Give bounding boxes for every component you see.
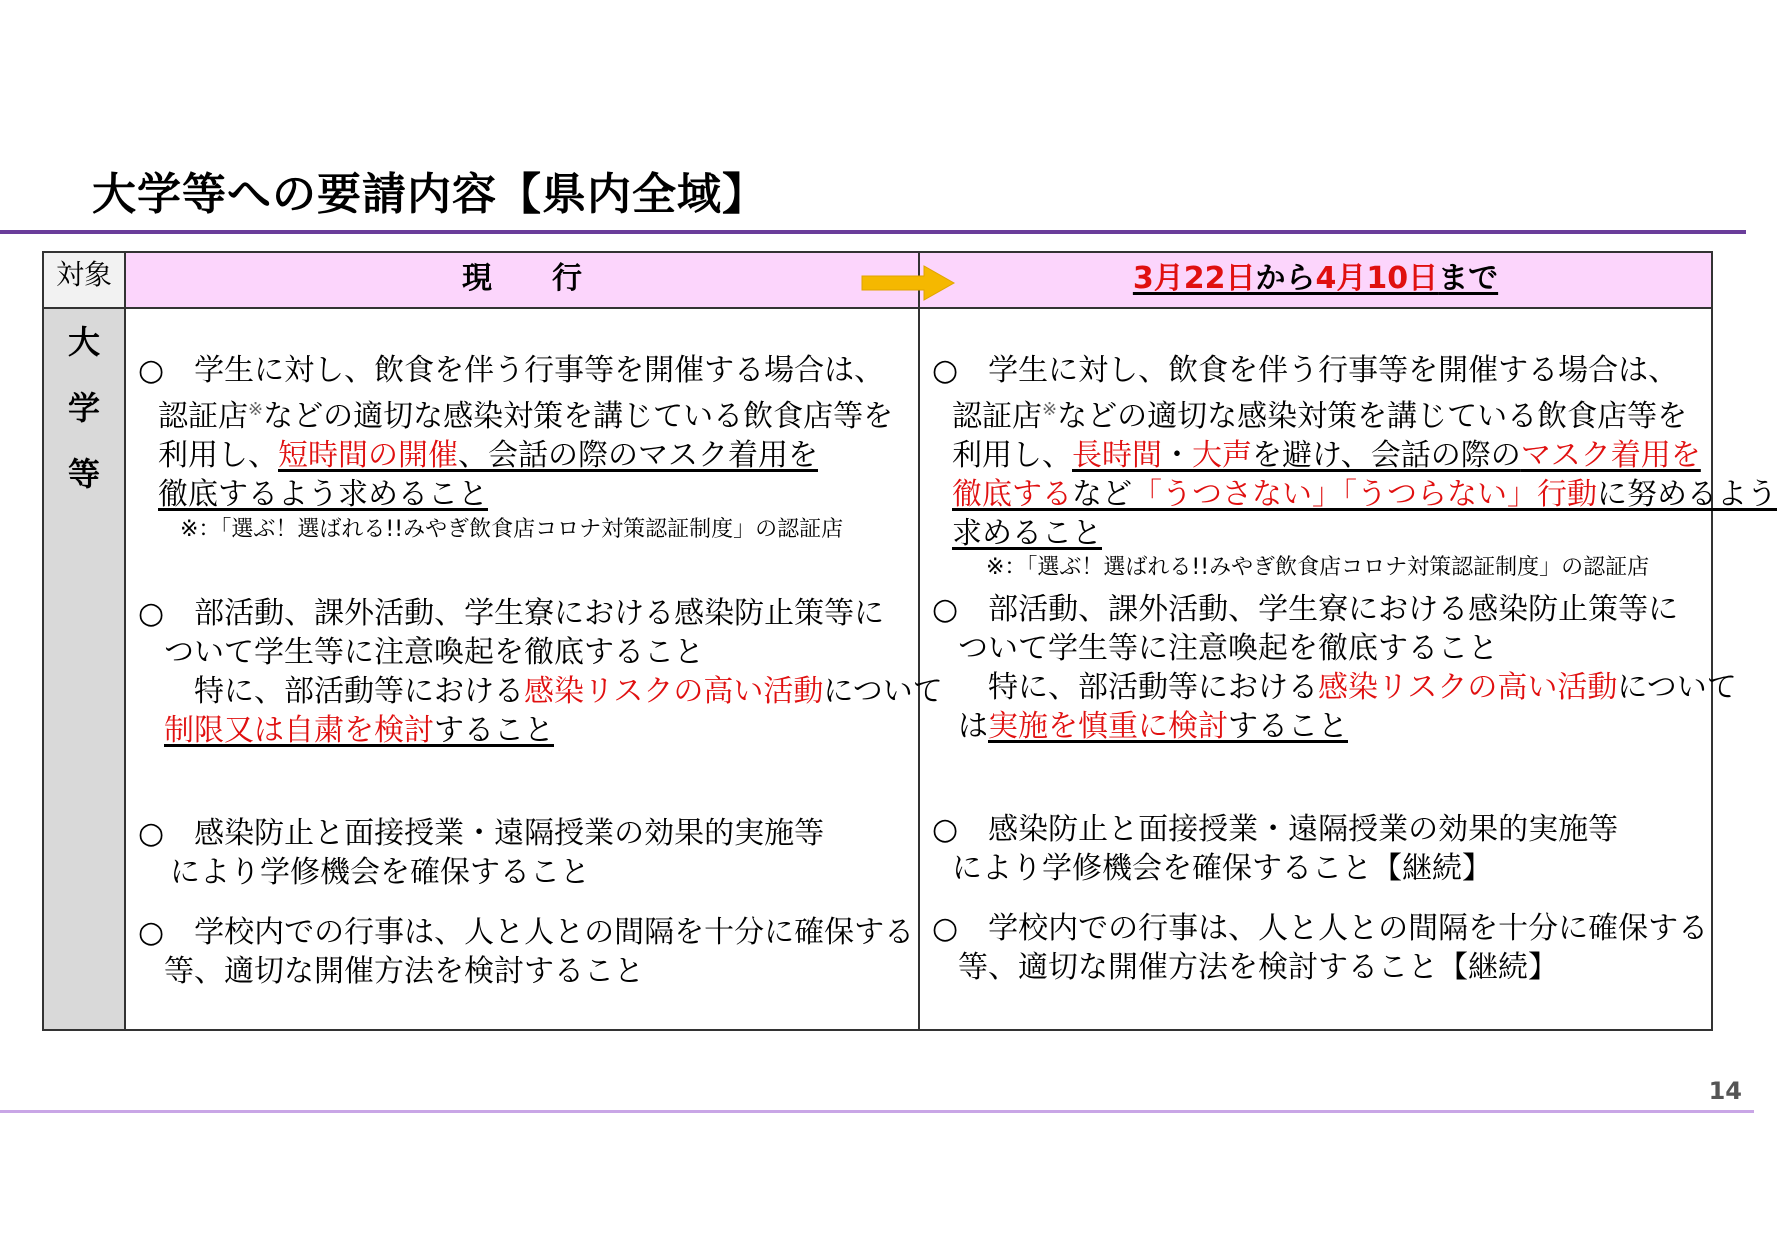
new-item-3: [932, 810, 1711, 888]
text-line: により学修機会を確保すること【継続】: [952, 851, 1492, 886]
new-footnote: ※：「選ぶ！選ばれる!!みやぎ飲食店コロナ対策認証制度」の認証店: [986, 555, 1650, 580]
side-char: 等: [67, 455, 100, 493]
text-line: により学修機会を確保すること: [170, 855, 590, 890]
text-line: ついて学生等に注意喚起を徹底すること: [958, 631, 1498, 666]
text-line: ○ 部活動、課外活動、学生寮における感染防止策等に: [138, 596, 885, 631]
text-line: 認証店※などの適切な感染対策を講じている飲食店等を: [952, 399, 1688, 434]
arrow-right-icon: [862, 266, 954, 300]
header-target: 対象: [43, 252, 125, 308]
text-line: ○ 学校内での行事は、人と人との間隔を十分に確保する: [932, 911, 1709, 946]
text-line: 徹底するなど「うつさない」「うつらない」行動に努めるよう: [952, 477, 1777, 512]
text-line: 等、適切な開催方法を検討すること: [164, 954, 644, 989]
current-item-1: [138, 351, 918, 514]
text-line: ○ 学生に対し、飲食を伴う行事等を開催する場合は、: [138, 353, 885, 388]
text-line: ○ 感染防止と面接授業・遠隔授業の効果的実施等: [932, 812, 1619, 847]
text-line: ○ 学生に対し、飲食を伴う行事等を開催する場合は、: [932, 353, 1679, 388]
text-line: 徹底するよう求めること: [158, 477, 488, 512]
table-header-row: [43, 252, 1712, 308]
new-item-1: [932, 351, 1777, 553]
footer-divider: [0, 1110, 1754, 1113]
side-label: [43, 308, 125, 1030]
current-item-4: [138, 913, 918, 991]
page-title: 大学等への要請内容【県内全域】: [92, 169, 767, 220]
text-line: ○ 感染防止と面接授業・遠隔授業の効果的実施等: [138, 816, 825, 851]
new-column: [919, 308, 1777, 1030]
current-item-3: [138, 814, 918, 892]
text-line: 制限又は自粛を検討すること: [164, 713, 554, 748]
text-line: ついて学生等に注意喚起を徹底すること: [164, 635, 704, 670]
table-body-row: [43, 308, 1712, 1030]
header-new-period: [919, 252, 1712, 308]
text-line: 等、適切な開催方法を検討すること【継続】: [958, 950, 1558, 985]
header-period: [1133, 261, 1498, 296]
header-from-word: から: [1255, 261, 1316, 296]
text-line: 求めること: [952, 516, 1102, 551]
text-line: 認証店※などの適切な感染対策を講じている飲食店等を: [158, 399, 894, 434]
title-divider: [0, 230, 1746, 234]
text-line: 利用し、長時間・大声を避け、会話の際のマスク着用を: [952, 438, 1701, 473]
header-date-from: 3月22日: [1132, 261, 1256, 296]
text-line: 特に、部活動等における感染リスクの高い活動について: [958, 670, 1737, 705]
text-line: 利用し、短時間の開催、会話の際のマスク着用を: [158, 438, 818, 473]
header-current: [125, 252, 919, 308]
text-line: 特に、部活動等における感染リスクの高い活動について: [164, 674, 943, 709]
request-table: [42, 251, 1777, 1031]
header-current-label: 現 行: [462, 261, 582, 296]
text-line: ○ 部活動、課外活動、学生寮における感染防止策等に: [932, 592, 1679, 627]
current-footnote: ※：「選ぶ！選ばれる!!みやぎ飲食店コロナ対策認証制度」の認証店: [180, 517, 844, 542]
current-item-2: [138, 594, 943, 750]
current-column: [125, 308, 943, 1030]
header-until-word: まで: [1438, 261, 1499, 296]
side-char: 学: [67, 389, 100, 427]
text-line: ○ 学校内での行事は、人と人との間隔を十分に確保する: [138, 915, 915, 950]
header-date-to: 4月10日: [1315, 261, 1439, 296]
page-number: 14: [1708, 1077, 1742, 1105]
new-item-4: [932, 909, 1711, 987]
side-char: 大: [67, 323, 100, 361]
new-item-2: [932, 590, 1737, 746]
text-line: は実施を慎重に検討すること: [958, 709, 1348, 744]
